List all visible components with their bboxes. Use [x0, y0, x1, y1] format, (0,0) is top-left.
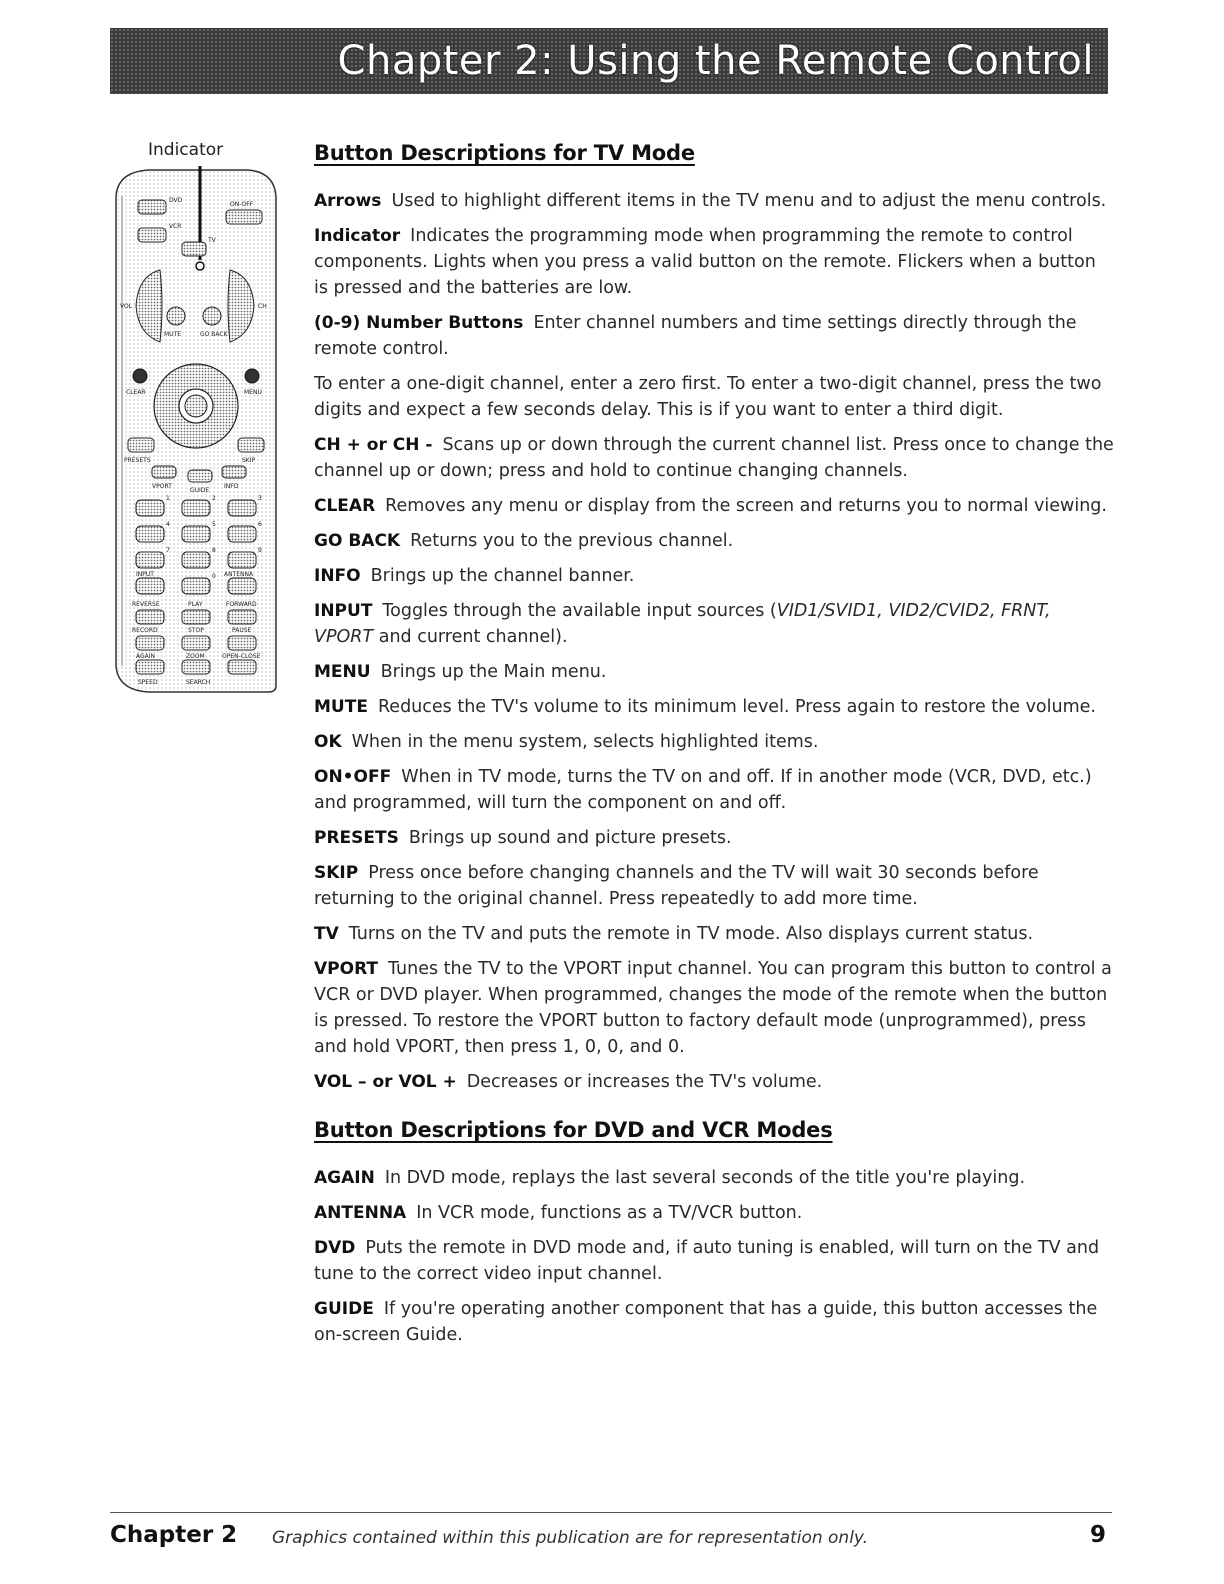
entry-antenna: ANTENNA In VCR mode, functions as a TV/VCR button. [314, 1203, 803, 1223]
stop-label: STOP [188, 627, 204, 634]
entry-input: INPUT Toggles through the available input sources (VID1/SVID1, VID2/CVID2, FRNT, VPORT and current channel). [314, 601, 1051, 647]
open-close-button [228, 660, 256, 674]
input-sources-list: VID1/SVID1, VID2/CVID2, FRNT, VPORT [314, 601, 1051, 647]
menu-label: MENU [244, 389, 262, 396]
entry-on-off: ON•OFF When in TV mode, turns the TV on and off. If in another mode (VCR, DVD, etc.) and programmed, will turn the component on and off. [314, 767, 1092, 813]
entry-mute: MUTE Reduces the TV's volume to its minimum level. Press again to restore the volume. [314, 697, 1096, 717]
tv-mode-entries [314, 188, 1114, 1095]
open-close-label: OPEN-CLOSE [222, 653, 261, 660]
again-button [136, 660, 164, 674]
presets-label: PRESETS [124, 457, 151, 464]
entry-skip: SKIP Press once before changing channels and the TV will wait 30 seconds before returning to the original channel. Press repeatedly to add more time. [314, 863, 1039, 909]
number-2-label: 2 [212, 495, 216, 502]
number-0-label: 0 [212, 573, 216, 580]
entry-number-buttons-note: To enter a one-digit channel, enter a zero first. To enter a two-digit channel, press the two digits and expect a few seconds delay. This is if you want to enter a third digit. [314, 374, 1102, 420]
antenna-label: ANTENNA [224, 571, 254, 578]
vcr-button [138, 228, 166, 242]
go-back-button [203, 307, 221, 325]
forward-button [228, 610, 256, 624]
chapter-title: Chapter 2: Using the Remote Control [337, 38, 1094, 84]
number-2-button [182, 500, 210, 516]
entry-arrows: Arrows Used to highlight different items in the TV menu and to adjust the menu controls. [314, 191, 1107, 211]
vol-label: VOL [120, 303, 133, 310]
menu-button [245, 369, 259, 383]
skip-label: SKIP [242, 457, 256, 464]
antenna-button [228, 578, 256, 594]
entry-channel: CH + or CH - Scans up or down through the current channel list. Press once to change the channel up or down; press and hold to continue changing channels. [314, 435, 1114, 481]
input-button [136, 578, 164, 594]
play-label: PLAY [188, 601, 203, 608]
number-8-button [182, 552, 210, 568]
number-9-button [228, 552, 256, 568]
entry-volume: VOL – or VOL + Decreases or increases the TV's volume. [314, 1072, 823, 1092]
reverse-button [136, 610, 164, 624]
zoom-label: ZOOM [186, 653, 205, 660]
ch-label: CH [258, 303, 267, 310]
dvd-button [138, 200, 166, 214]
pause-button [228, 636, 256, 650]
vport-button [152, 466, 176, 478]
number-8-label: 8 [212, 547, 216, 554]
indicator-label: Indicator [148, 140, 224, 160]
entry-again: AGAIN In DVD mode, replays the last several seconds of the title you're playing. [314, 1168, 1026, 1188]
number-1-button [136, 500, 164, 516]
entry-indicator: Indicator Indicates the programming mode when programming the remote to control components. Lights when you press a valid button on the remote. Flickers when a button is pressed and the batteries are low. [314, 226, 1096, 298]
input-label: INPUT [136, 571, 154, 578]
entry-presets: PRESETS Brings up sound and picture presets. [314, 828, 732, 848]
pause-label: PAUSE [232, 627, 252, 634]
guide-label: GUIDE [190, 487, 210, 494]
page-number: 9 [1090, 1522, 1107, 1548]
speed-label: SPEED [138, 679, 158, 686]
number-3-button [228, 500, 256, 516]
dvd-label: DVD [169, 197, 183, 204]
go-back-label: GO BACK [200, 331, 228, 338]
main-content [314, 140, 1114, 1357]
entry-menu: MENU Brings up the Main menu. [314, 662, 607, 682]
search-label: SEARCH [186, 679, 211, 686]
play-button [182, 610, 210, 624]
tv-label: TV [208, 237, 216, 244]
on-off-label: ON-OFF [230, 201, 254, 208]
dvd-vcr-mode-entries [314, 1165, 1114, 1348]
vcr-label: VCR [169, 223, 182, 230]
record-label: RECORD [132, 627, 158, 634]
mute-button [167, 307, 185, 325]
dvd-vcr-mode-heading: Button Descriptions for DVD and VCR Modes [314, 1118, 833, 1142]
number-6-label: 6 [258, 521, 262, 528]
zoom-button [182, 660, 210, 674]
footer-divider [110, 1512, 1112, 1513]
clear-label: CLEAR [126, 389, 146, 396]
chapter-banner [110, 28, 1108, 94]
info-label: INFO [224, 483, 239, 490]
entry-info: INFO Brings up the channel banner. [314, 566, 635, 586]
entry-go-back: GO BACK Returns you to the previous channel. [314, 531, 734, 551]
entry-dvd: DVD Puts the remote in DVD mode and, if auto tuning is enabled, will turn on the TV and tune to the correct video input channel. [314, 1238, 1100, 1284]
guide-button [188, 470, 212, 482]
entry-clear: CLEAR Removes any menu or display from the screen and returns you to normal viewing. [314, 496, 1107, 516]
entry-vport: VPORT Tunes the TV to the VPORT input channel. You can program this button to control a VCR or DVD player. When programmed, changes the mode of the remote when the button is pressed. To restore the VPORT button to factory default mode (unprogrammed), press and hold VPORT, then press 1, 0, 0, and 0. [314, 959, 1112, 1057]
number-5-label: 5 [212, 521, 216, 528]
reverse-label: REVERSE [132, 601, 160, 608]
number-3-label: 3 [258, 495, 262, 502]
clear-button [133, 369, 147, 383]
number-0-button [182, 578, 210, 594]
forward-label: FORWARD [226, 601, 257, 608]
tv-button [182, 242, 206, 256]
skip-button [238, 438, 264, 452]
indicator-light [196, 262, 204, 270]
entry-guide: GUIDE If you're operating another component that has a guide, this button accesses the on-screen Guide. [314, 1299, 1098, 1345]
on-off-button [226, 210, 262, 224]
record-button [136, 636, 164, 650]
mute-label: MUTE [164, 331, 182, 338]
entry-tv: TV Turns on the TV and puts the remote in TV mode. Also displays current status. [314, 924, 1034, 944]
number-1-label: 1 [166, 495, 170, 502]
stop-button [182, 636, 210, 650]
tv-mode-heading: Button Descriptions for TV Mode [314, 141, 695, 165]
again-label: AGAIN [136, 653, 156, 660]
number-4-label: 4 [166, 521, 170, 528]
footer-chapter: Chapter 2 [110, 1522, 238, 1548]
remote-control-illustration [108, 166, 280, 696]
presets-button [128, 438, 154, 452]
number-7-button [136, 552, 164, 568]
number-4-button [136, 526, 164, 542]
number-9-label: 9 [258, 547, 262, 554]
number-6-button [228, 526, 256, 542]
number-5-button [182, 526, 210, 542]
info-button [222, 466, 246, 478]
footer-note: Graphics contained within this publication are for representation only. [272, 1528, 869, 1548]
vport-label: VPORT [152, 483, 172, 490]
number-7-label: 7 [166, 547, 170, 554]
entry-ok: OK When in the menu system, selects highlighted items. [314, 732, 819, 752]
entry-number-buttons: (0-9) Number Buttons Enter channel numbers and time settings directly through the remote control. [314, 313, 1077, 359]
